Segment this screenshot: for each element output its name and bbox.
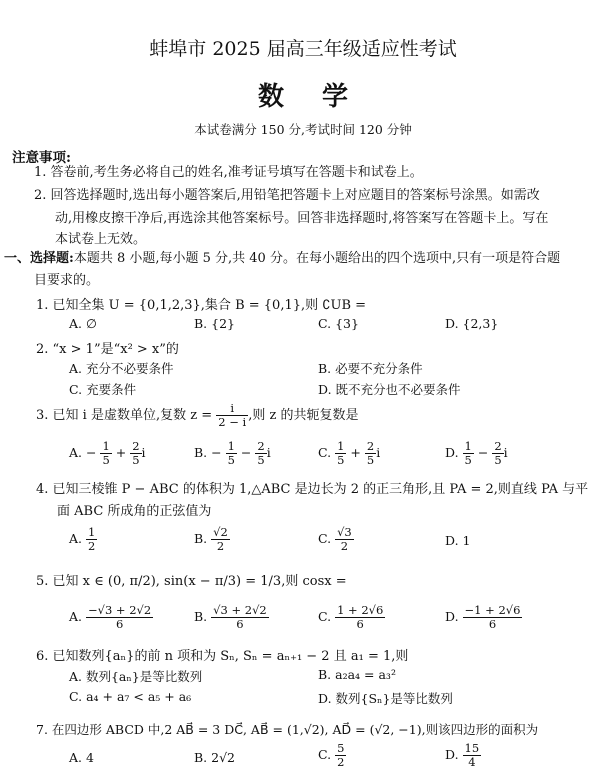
q3-c-prefix: C. xyxy=(318,445,332,460)
q5-a-den: 6 xyxy=(115,617,124,631)
q3-option-a xyxy=(69,440,146,467)
q4-option-c xyxy=(318,526,354,553)
q5-option-c xyxy=(318,604,385,631)
q2-option-b: B. 必要不充分条件 xyxy=(318,361,423,376)
q3-frac-den: 2 − i xyxy=(218,415,247,429)
q1-option-c: C. {3} xyxy=(318,316,359,331)
q3-stem-a: 3. 已知 i 是虚数单位,复数 z = xyxy=(36,408,213,423)
q7-c-prefix: C. xyxy=(318,747,332,762)
q4-c-prefix: C. xyxy=(318,531,332,546)
q3-a-prefix: A. − xyxy=(69,445,97,460)
q3-d-unit: i xyxy=(503,445,508,460)
q4-a-prefix: A. xyxy=(69,531,83,546)
q5-a-frac xyxy=(86,604,153,631)
q3-b-frac1-num: 1 xyxy=(227,439,235,453)
q5-stem-a: 5. 已知 x ∈ xyxy=(36,574,104,589)
q3-a-frac2 xyxy=(130,440,141,467)
q3-c-unit: i xyxy=(376,445,381,460)
q3-b-unit: i xyxy=(266,445,271,460)
q5-third: 1/3 xyxy=(260,574,282,589)
q4-a-frac xyxy=(86,526,97,553)
q3-c-frac2-den: 5 xyxy=(366,453,375,467)
q5-option-b xyxy=(194,604,269,631)
q4-b-frac xyxy=(211,526,230,553)
q3-stem xyxy=(36,402,358,429)
q3-b-frac2-num: 2 xyxy=(257,439,265,453)
section-1-intro-line2: 目要求的。 xyxy=(34,273,100,288)
q3-c-frac1 xyxy=(335,440,346,467)
q5-d-den: 6 xyxy=(488,617,497,631)
q5-stem-b: , sin(x − xyxy=(155,574,211,589)
q3-a-frac2-den: 5 xyxy=(132,453,140,467)
q5-c-den: 6 xyxy=(356,617,364,631)
q2-stem: 2. “x > 1”是“x² > x”的 xyxy=(36,342,179,357)
q4-option-b xyxy=(194,526,230,553)
notice-heading: 注意事项: xyxy=(12,150,71,166)
q5-c-prefix: C. xyxy=(318,609,332,624)
q1-option-d: D. {2,3} xyxy=(445,316,499,331)
notice-item-2-cont1: 动,用橡皮擦干净后,再选涂其他答案标号。回答非选择题时,将答案写在答题卡上。写在 xyxy=(55,211,549,226)
q2-option-a: A. 充分不必要条件 xyxy=(69,361,174,376)
q3-d-frac2 xyxy=(492,440,503,467)
q7-d-den: 4 xyxy=(468,755,476,769)
q3-option-c xyxy=(318,440,380,467)
q7-c-den: 2 xyxy=(337,755,345,769)
q5-a-prefix: A. xyxy=(69,609,83,624)
q5-b-frac xyxy=(211,604,269,631)
q3-a-op: + xyxy=(115,445,127,460)
q7-c-num: 5 xyxy=(337,741,345,755)
q5-d-frac xyxy=(463,604,523,631)
q5-a-num: −√3 + 2√2 xyxy=(88,603,152,617)
q3-d-frac1-num: 1 xyxy=(464,439,472,453)
q3-a-frac2-num: 2 xyxy=(132,439,140,453)
q5-stem-c: ) = xyxy=(236,574,257,589)
q5-d-prefix: D. xyxy=(445,609,459,624)
q3-b-op: − xyxy=(240,445,252,460)
q6-option-b: B. a₂a₄ = a₃² xyxy=(318,667,396,682)
q5-option-a xyxy=(69,604,153,631)
q7-d-num: 15 xyxy=(464,741,480,755)
exam-title: 蚌埠市 2025 届高三年级适应性考试 xyxy=(149,38,457,60)
q7-option-a: A. 4 xyxy=(69,750,94,765)
q3-a-unit: i xyxy=(141,445,146,460)
q3-b-frac2-den: 5 xyxy=(257,453,265,467)
q4-c-num: √3 xyxy=(337,525,352,539)
q1-option-b: B. {2} xyxy=(194,316,235,331)
q5-option-d xyxy=(445,604,522,631)
q3-b-prefix: B. − xyxy=(194,445,222,460)
q4-option-d: D. 1 xyxy=(445,533,471,548)
q3-c-op: + xyxy=(350,445,361,460)
q6-option-d: D. 数列{Sₙ}是等比数列 xyxy=(318,691,453,706)
q6-option-c: C. a₄ + a₇ < a₅ + a₆ xyxy=(69,689,192,704)
q7-d-prefix: D. xyxy=(445,747,459,762)
q6-stem: 6. 已知数列{aₙ}的前 n 项和为 Sₙ, Sₙ = aₙ₊₁ − 2 且 a₁ = 1,则 xyxy=(36,649,409,664)
q4-b-den: 2 xyxy=(216,539,225,553)
q5-d-num: −1 + 2√6 xyxy=(464,603,521,617)
q3-d-frac1-den: 5 xyxy=(464,453,472,467)
q5-b-prefix: B. xyxy=(194,609,208,624)
q5-pi3: π/3 xyxy=(214,574,237,589)
notice-item-2: 2. 回答选择题时,选出每小题答案后,用铅笔把答题卡上对应题目的答案标号涂黑。如需改 xyxy=(34,188,540,203)
q6-option-a: A. 数列{aₙ}是等比数列 xyxy=(69,669,203,684)
q7-option-c xyxy=(318,742,346,769)
section-1-intro xyxy=(4,250,560,268)
q4-stem-line2: 面 ABC 所成角的正弦值为 xyxy=(57,504,212,519)
q3-option-b xyxy=(194,440,271,467)
q7-option-d xyxy=(445,742,481,769)
section-1-intro-line1: 本题共 8 小题,每小题 5 分,共 40 分。在每小题给出的四个选项中,只有一项是符合题 xyxy=(73,251,561,266)
q3-option-d xyxy=(445,440,508,467)
q3-d-frac2-den: 5 xyxy=(494,453,502,467)
notice-item-1: 1. 答卷前,考生务必将自己的姓名,准考证号填写在答题卡和试卷上。 xyxy=(34,165,423,180)
q3-c-frac1-num: 1 xyxy=(337,439,345,453)
q3-c-frac2-num: 2 xyxy=(366,439,375,453)
q3-a-frac1-den: 5 xyxy=(102,453,110,467)
q3-frac-num: i xyxy=(216,402,248,416)
q5-stem xyxy=(36,570,347,589)
q3-b-frac1-den: 5 xyxy=(227,453,235,467)
q1-stem: 1. 已知全集 U = {0,1,2,3},集合 B = {0,1},则 ∁UB = xyxy=(36,298,367,313)
q7-stem: 7. 在四边形 ABCD 中,2 AB⃗ = 3 DC⃗, AB⃗ = (1,√2), AD⃗ = (√2, −1),则该四边形的面积为 xyxy=(36,722,539,737)
q7-d-frac xyxy=(463,742,482,769)
q3-d-frac2-num: 2 xyxy=(494,439,502,453)
subject-title: 数学 xyxy=(257,82,386,112)
q3-stem-b: ,则 z 的共轭复数是 xyxy=(248,408,359,423)
q4-c-frac xyxy=(335,526,354,553)
q5-interval: (0, π/2) xyxy=(107,574,156,589)
q3-c-frac1-den: 5 xyxy=(337,453,345,467)
q3-c-frac2 xyxy=(365,440,376,467)
q4-a-num: 1 xyxy=(88,525,96,539)
q3-b-frac1 xyxy=(226,440,237,467)
q3-b-frac2 xyxy=(255,440,266,467)
q4-option-a xyxy=(69,526,97,553)
q4-c-den: 2 xyxy=(340,539,349,553)
q3-d-prefix: D. xyxy=(445,445,459,460)
q5-c-num: 1 + 2√6 xyxy=(337,603,384,617)
q5-stem-d: ,则 cosx = xyxy=(281,574,347,589)
q7-option-b: B. 2√2 xyxy=(194,750,236,765)
q4-b-num: √2 xyxy=(213,525,228,539)
notice-item-2-cont2: 本试卷上无效。 xyxy=(55,232,147,247)
q3-fraction xyxy=(216,402,248,429)
q3-d-op: − xyxy=(477,445,489,460)
section-1-heading: 一、选择题: xyxy=(4,251,74,266)
q2-option-c: C. 充要条件 xyxy=(69,382,137,397)
q3-a-frac1 xyxy=(100,440,111,467)
q4-stem-line1: 4. 已知三棱锥 P − ABC 的体积为 1,△ABC 是边长为 2 的正三角形,且 PA = 2,则直线 PA 与平 xyxy=(36,482,589,497)
q1-option-a: A. ∅ xyxy=(69,316,97,331)
q3-d-frac1 xyxy=(463,440,474,467)
q5-b-num: √3 + 2√2 xyxy=(213,603,267,617)
q5-c-frac xyxy=(335,604,385,631)
q4-a-den: 2 xyxy=(88,539,96,553)
q5-b-den: 6 xyxy=(236,617,244,631)
exam-info: 本试卷满分 150 分,考试时间 120 分钟 xyxy=(194,122,412,137)
q7-c-frac xyxy=(335,742,346,769)
q3-a-frac1-num: 1 xyxy=(102,439,110,453)
q4-b-prefix: B. xyxy=(194,531,208,546)
q2-option-d: D. 既不充分也不必要条件 xyxy=(318,382,461,397)
